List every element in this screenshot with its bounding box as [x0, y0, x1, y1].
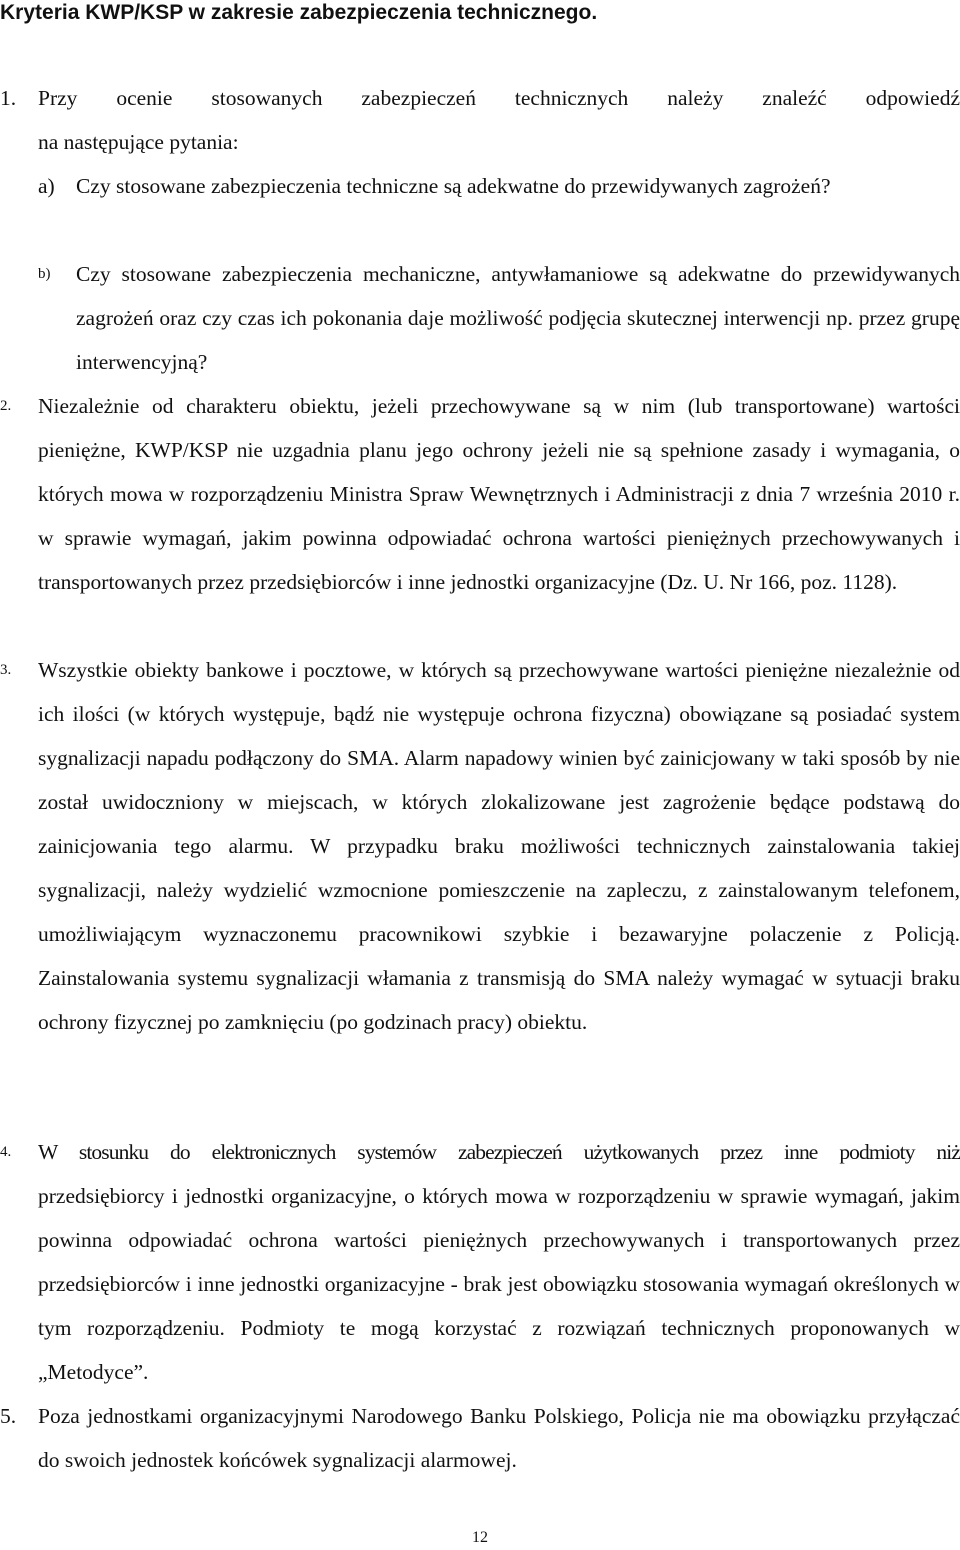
item-text: Przy ocenie stosowanych zabezpieczeń technicznych należy znaleźć odpowiedź [38, 86, 960, 110]
item-number: 2. [0, 398, 12, 414]
item-number: 1. [0, 86, 17, 110]
list-item-5 [0, 1394, 960, 1482]
list-item-1 [0, 76, 960, 164]
item-number: 4. [0, 1144, 12, 1160]
item-number: 3. [0, 662, 12, 678]
list-item-3 [0, 648, 960, 1044]
item-text: przedsiębiorcy i jednostki organizacyjne, o których mowa w rozporządzeniu w sprawie wymagań, jakim powinna odpowiadać ochrona wartości pieniężnych przechowywanych i transportowanych przez przedsiębiorców i inne jednostki organizacyjne - brak jest obowiązku stosowania wymagań określonych w tym rozporządzeniu. Podmioty te mogą korzystać z rozwiązań technicznych proponowanych w „Metodyce”. [38, 1184, 960, 1384]
subitem-text: Czy stosowane zabezpieczenia techniczne są adekwatne do przewidywanych zagrożeń? [76, 174, 831, 198]
page-number: 12 [472, 1529, 488, 1546]
subitem-label: a) [38, 174, 55, 198]
subitem-label: b) [38, 266, 51, 282]
list-item-2 [0, 384, 960, 604]
item-text: Poza jednostkami organizacyjnymi Narodowego Banku Polskiego, Policja nie ma obowiązku przyłączać do swoich jednostek końcówek sygnalizacji alarmowej. [38, 1404, 960, 1472]
subitem-a [38, 164, 960, 208]
item-text: Wszystkie obiekty bankowe i pocztowe, w których są przechowywane wartości pieniężne niezależnie od ich ilości (w których występuje, bądź nie występuje ochrona fizyczna) obowiązane są posiadać system sygnalizacji napadu podłączony do SMA. Alarm napadowy winien być zainicjowany w taki sposób by nie został uwidoczniony w miejscach, w których zlokalizowane jest zagrożenie będące podstawą do zainicjowania tego alarmu. W przypadku braku możliwości technicznych zainstalowania takiej sygnalizacji, należy wydzielić wzmocnione pomieszczenie na zapleczu, z zainstalowanym telefonem, umożliwiającym wyznaczonemu pracownikowi szybkie i bezawaryjne polaczenie z Policją. Zainstalowania systemu sygnalizacji włamania z transmisją do SMA należy wymagać w sytuacji braku ochrony fizycznej po zamknięciu (po godzinach pracy) obiektu. [38, 658, 960, 1034]
item-text: Niezależnie od charakteru obiektu, jeżeli przechowywane są w nim (lub transportowane) wartości pieniężne, KWP/KSP nie uzgadnia planu jego ochrony jeżeli nie są spełnione zasady i wymagania, o których mowa w rozporządzeniu Ministra Spraw Wewnętrznych i Administracji z dnia 7 września 2010 r. w sprawie wymagań, jakim powinna odpowiadać ochrona wartości pieniężnych przechowywanych i transportowanych przez przedsiębiorców i inne jednostki organizacyjne (Dz. U. Nr 166, poz. 1128). [38, 394, 960, 594]
item-text-condensed: W stosunku do elektronicznych systemów zabezpieczeń użytkowanych przez inne podmioty niż [38, 1140, 960, 1164]
document-title: Kryteria KWP/KSP w zakresie zabezpieczenia technicznego. [0, 1, 598, 24]
subitem-text: Czy stosowane zabezpieczenia mechaniczne, antywłamaniowe są adekwatne do przewidywanych zagrożeń oraz czy czas ich pokonania daje możliwość podjęcia skutecznej interwencji np. przez grupę interwencyjną? [76, 262, 960, 374]
subitem-b [38, 252, 960, 384]
item-text-line2: na następujące pytania: [38, 130, 239, 154]
item-number: 5. [0, 1404, 17, 1428]
list-item-4 [0, 1130, 960, 1394]
